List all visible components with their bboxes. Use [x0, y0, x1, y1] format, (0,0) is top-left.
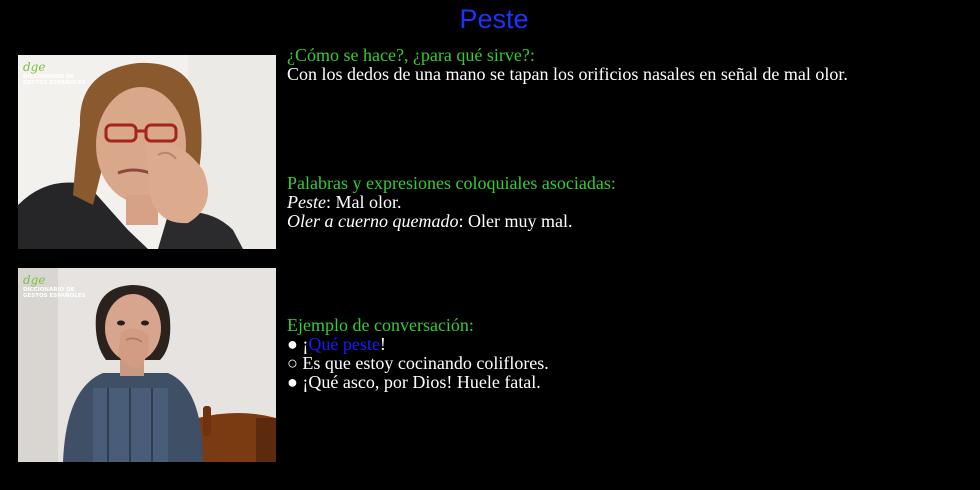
logo-line-1: DICCIONARIO DE	[23, 74, 75, 80]
section-words-heading: Palabras y expresiones coloquiales asociadas:	[287, 173, 616, 193]
conversation-line	[287, 354, 549, 373]
gesture-photo-1	[18, 55, 276, 249]
expression-definition: : Mal olor.	[325, 192, 402, 212]
logo-line-1-2: DICCIONARIO DE	[23, 287, 75, 293]
conversation-text: ¡Qué asco, por Dios! Huele fatal.	[297, 372, 541, 392]
section-how	[287, 46, 848, 84]
page-title: Peste	[459, 4, 529, 34]
section-how-heading: ¿Cómo se hace?, ¿para qué sirve?:	[287, 45, 535, 65]
logo-mark-2: dge	[23, 273, 46, 287]
bullet-filled-icon: ●	[287, 334, 298, 354]
gesture-photo-2	[18, 268, 276, 462]
expression-definition: : Oler muy mal.	[458, 211, 573, 231]
expression-term: Peste	[287, 192, 326, 212]
conversation-text-pre: ¡	[297, 334, 309, 354]
conversation-text: Es que estoy cocinando coliflores.	[297, 353, 549, 373]
expression-item	[287, 193, 616, 212]
section-words	[287, 174, 616, 231]
dge-logo	[23, 61, 86, 86]
expression-item	[287, 212, 616, 231]
conversation-line	[287, 373, 549, 392]
section-example	[287, 316, 549, 392]
dge-logo-2	[23, 274, 86, 299]
section-how-body: Con los dedos de una mano se tapan los orificios nasales en señal de mal olor.	[287, 64, 848, 84]
conversation-line	[287, 335, 549, 354]
bullet-hollow-icon: ○	[287, 353, 298, 373]
bullet-filled-icon: ●	[287, 372, 298, 392]
conversation-highlight: Qué peste	[308, 334, 380, 354]
logo-line-2: GESTOS ESPAÑOLES	[23, 80, 86, 86]
expression-term: Oler a cuerno quemado	[287, 211, 459, 231]
logo-line-2-2: GESTOS ESPAÑOLES	[23, 293, 86, 299]
section-example-heading: Ejemplo de conversación:	[287, 315, 474, 335]
conversation-text-post: !	[379, 334, 386, 354]
logo-mark: dge	[23, 60, 46, 74]
